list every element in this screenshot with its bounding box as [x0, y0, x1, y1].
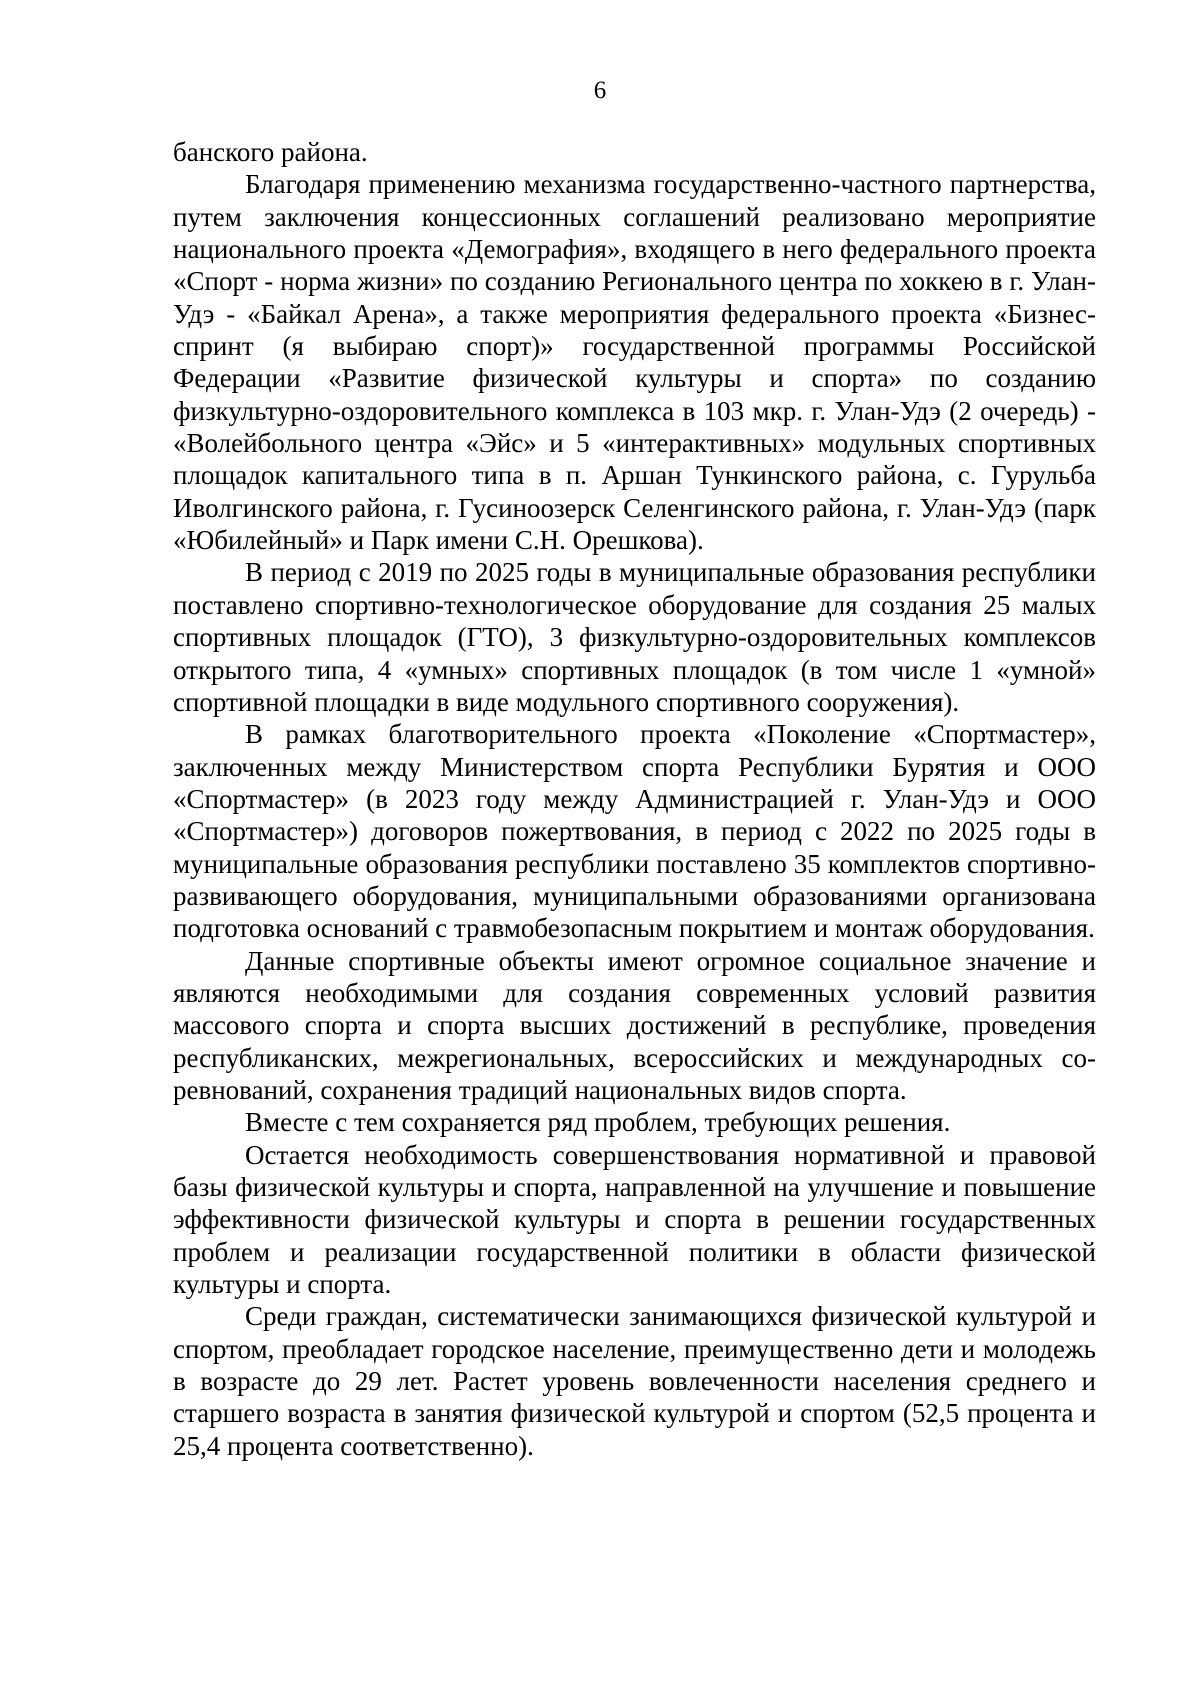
document-body [173, 136, 1096, 1462]
paragraph-sportmaster-project: В рамках благотворительного проекта «Поколение «Спортмастер», заключенных между Министерством спорта Республики Бурятия и ООО «Спортмастер» (в 2023 году между Администрацией г. Улан-Удэ и ООО «Спортмастер») договоров пожертвования, в период с 2022 по 2025 годы в муниципальные образования республики поставлено 35 комплектов спортивно-развивающего оборудования, муниципальными образованиями организована подготовка оснований с травмобезопасным покрытием и монтаж оборудования. [173, 719, 1096, 944]
paragraph-public-private-partnership: Благодаря применению механизма государственно-частного партнерства, путем заключения концессионных соглашений реализовано мероприятие национального проекта «Демография», входящего в него федерального проекта «Спорт - норма жизни» по созданию Регионального центра по хоккею в г. Улан-Удэ - «Байкал Арена», а также мероприятия федерального проекта «Бизнес-спринт (я выбираю спорт)» государственной программы Российской Федерации «Развитие физической культуры и спорта» по созданию физкультурно-оздоровительного комплекса в 103 мкр. г. Улан-Удэ (2 очередь) - «Волейбольного центра «Эйс» и 5 «интерактивных» модульных спортивных площадок капитального типа в п. Аршан Тункинского района, с. Гурульба Иволгинского района, г. Гусиноозерск Селенгинского района, г. Улан-Удэ (парк «Юбилейный» и Парк имени С.Н. Орешкова). [173, 169, 1096, 556]
page-number: 6 [593, 77, 607, 104]
paragraph-population-engagement: Среди граждан, систематически занимающихся физической культурой и спортом, преобладает городское население, преимущественно дети и молодежь в возрасте до 29 лет. Растет уровень вовлеченности населения среднего и старшего возраста в занятия физической культурой и спортом (52,5 процента и 25,4 процента соответственно). [173, 1301, 1096, 1461]
paragraph-social-significance: Данные спортивные объекты имеют огромное социальное значение и являются необходимыми для создания современных условий развития массового спорта и спорта высших достижений в республике, проведения республиканских, межрегиональных, всероссийских и международных соревнований, сохранения традиций национальных видов спорта. [173, 945, 1096, 1105]
paragraph-equipment-2019-2025: В период с 2019 по 2025 годы в муниципальные образования республики поставлено спортивно-технологическое оборудование для создания 25 малых спортивных площадок (ГТО), 3 физкультурно-оздоровительных комплексов открытого типа, 4 «умных» спортивных площадок (в том числе 1 «умной» спортивной площадки в виде модульного спортивного сооружения). [173, 557, 1096, 717]
paragraph-remaining-problems: Вместе с тем сохраняется ряд проблем, требующих решения. [245, 1107, 951, 1138]
paragraph-continuation: банского района. [173, 137, 368, 167]
paragraph-legal-framework: Остается необходимость совершенствования нормативной и правовой базы физической культуры и спорта, направленной на улучшение и повышение эффективности физической культуры и спорта в решении государственных проблем и реализации государственной политики в области физической культуры и спорта. [173, 1139, 1096, 1300]
